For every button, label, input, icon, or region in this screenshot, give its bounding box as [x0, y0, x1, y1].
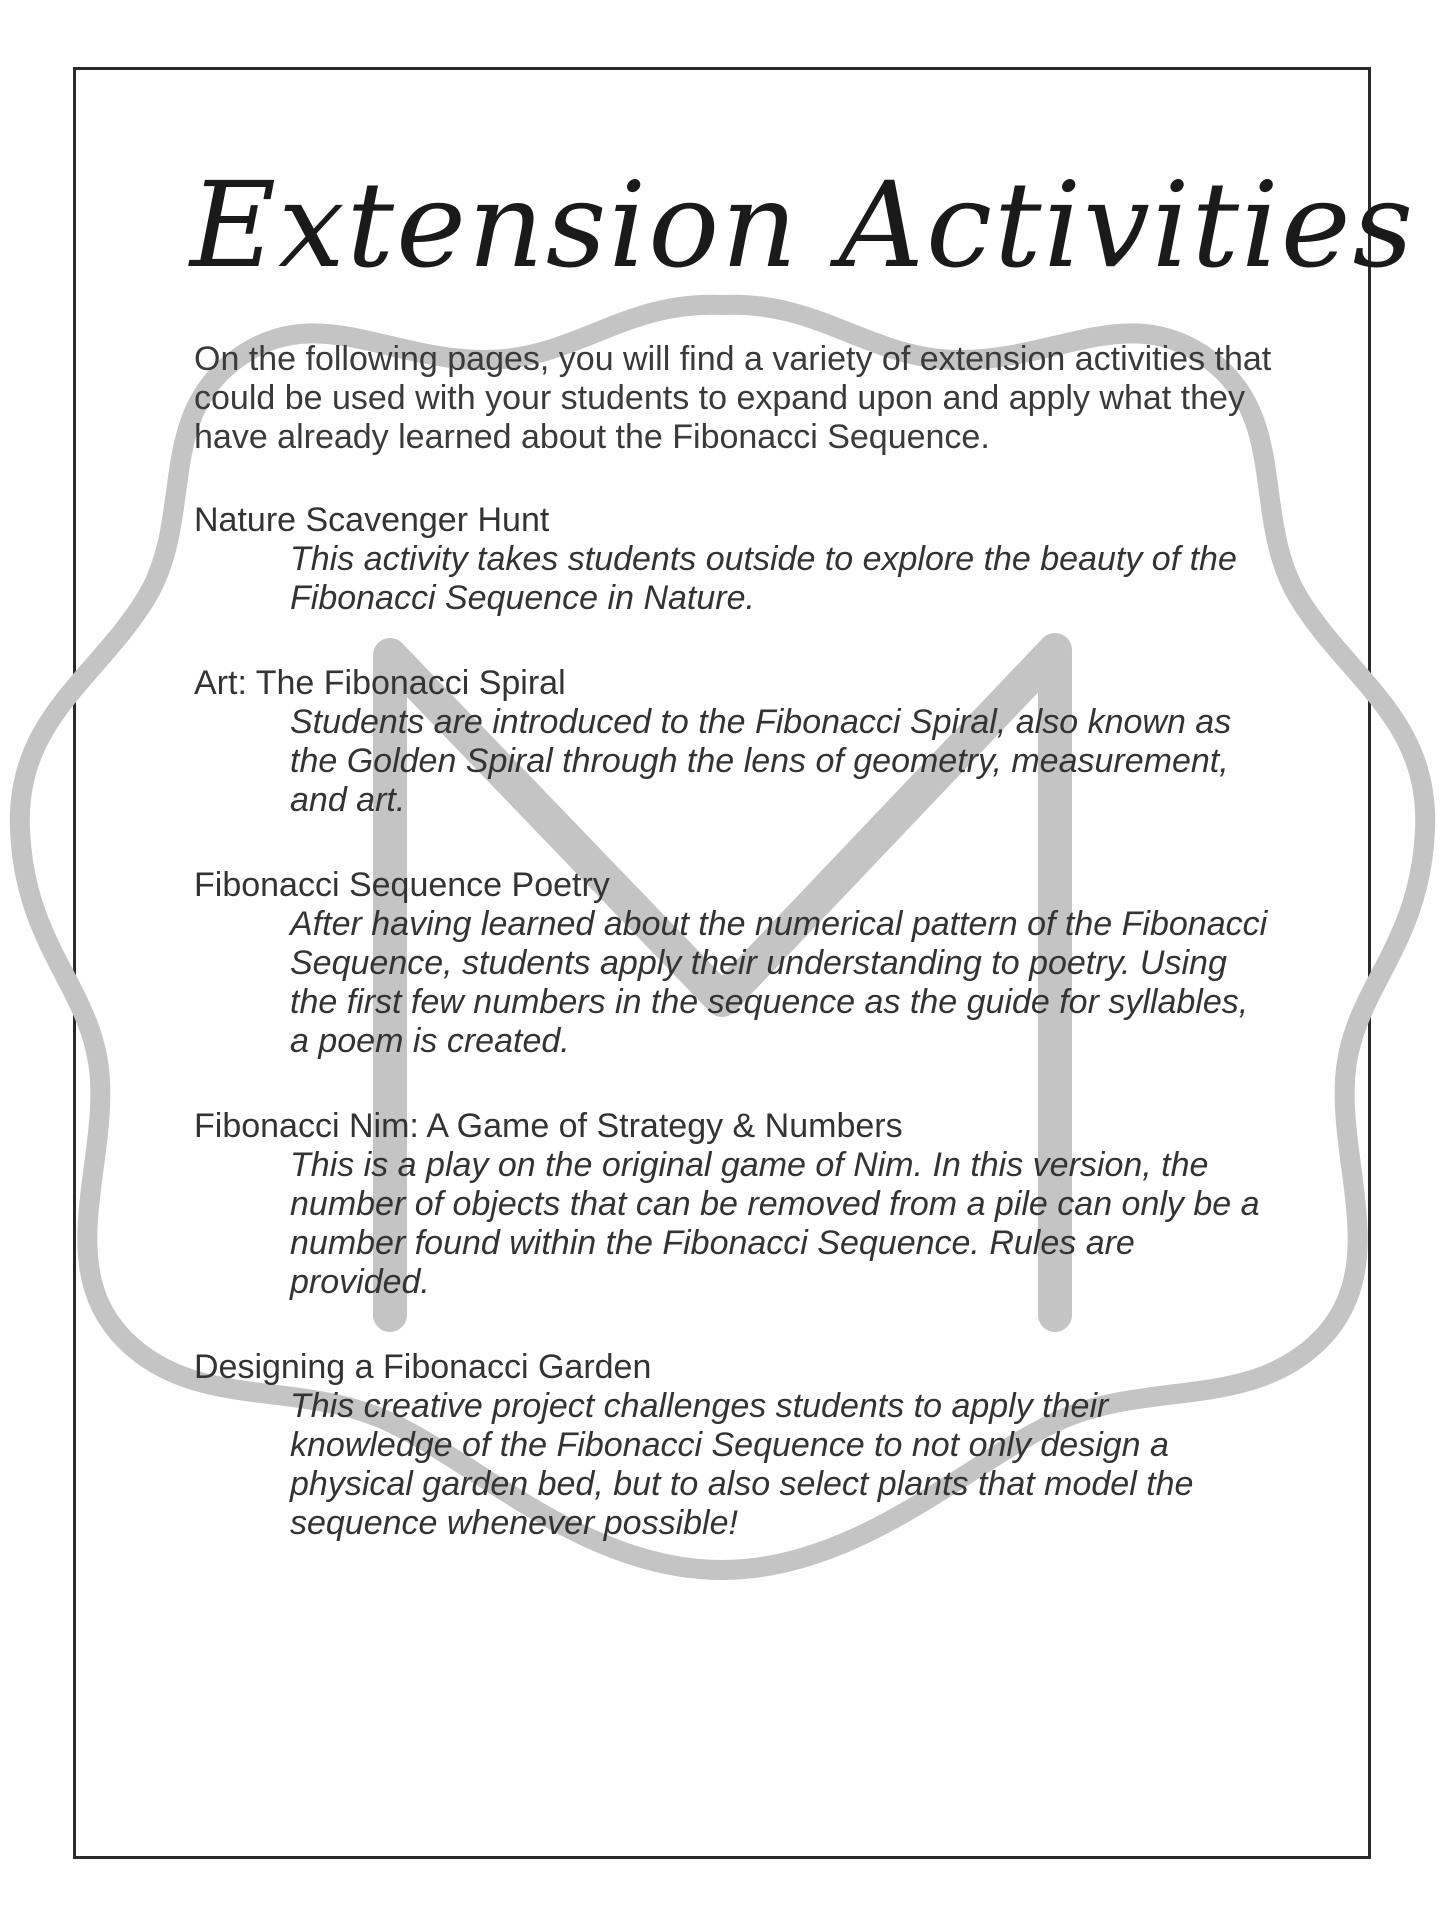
activity-description: This is a play on the original game of Nim. In this version, the number of objects that can be removed from a pile can only be a number found within the Fibonacci Sequence. Rules are provided. [290, 1146, 1260, 1301]
activity-title: Designing a Fibonacci Garden [194, 1348, 652, 1386]
activity-item [194, 663, 1274, 820]
document-body [194, 340, 1274, 1588]
activity-item [194, 865, 1274, 1061]
intro-paragraph: On the following pages, you will find a variety of extension activities that could be used with your students to expand upon and apply what they have already learned about the Fibonacci Sequence. [194, 340, 1272, 456]
activity-title: Fibonacci Nim: A Game of Strategy & Numbers [194, 1107, 903, 1145]
activity-item [194, 500, 1274, 618]
activity-item [194, 1106, 1274, 1302]
activity-title: Fibonacci Sequence Poetry [194, 866, 610, 904]
activity-description: Students are introduced to the Fibonacci Spiral, also known as the Golden Spiral through the lens of geometry, measurement, and art. [290, 703, 1232, 819]
activity-description: This creative project challenges students to apply their knowledge of the Fibonacci Sequence to not only design a physical garden bed, but to also select plants that model the sequence whenever possible! [290, 1387, 1194, 1542]
page-title: Extension Activities [190, 156, 1416, 294]
activity-item [194, 1347, 1274, 1543]
activity-description: After having learned about the numerical pattern of the Fibonacci Sequence, students apply their understanding to poetry. Using the first few numbers in the sequence as the guide for syllables, a poem is created. [290, 905, 1268, 1060]
activity-title: Nature Scavenger Hunt [194, 501, 550, 539]
activity-description: This activity takes students outside to explore the beauty of the Fibonacci Sequence in Nature. [290, 540, 1237, 617]
activity-title: Art: The Fibonacci Spiral [194, 664, 566, 702]
